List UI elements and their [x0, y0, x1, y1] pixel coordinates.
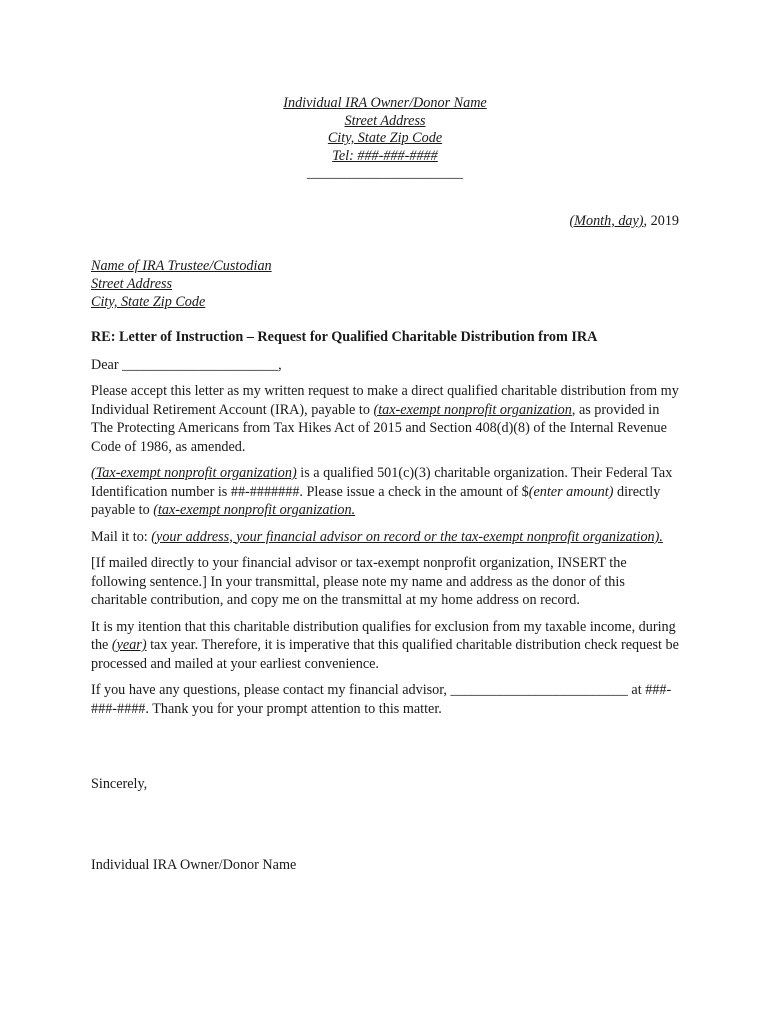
org-placeholder: (tax-exempt nonprofit organization. — [153, 502, 356, 518]
header-rule: ______________________ — [306, 165, 464, 181]
subject-line: RE: Letter of Instruction – Request for Qualified Charitable Distribution from IRA — [91, 329, 598, 345]
paragraph-text: It is my itention that this charitable distribution qualifies for exclusion from my taxable income, during the — [91, 618, 676, 653]
sender-name: Individual IRA Owner/Donor Name — [283, 95, 487, 111]
signature-name: Individual IRA Owner/Donor Name — [91, 857, 297, 873]
paragraph-contact: If you have any questions, please contact my financial advisor, _________________________ at ###-###-####. Thank you for your prompt attention to this matter. — [91, 682, 672, 717]
letter-body — [91, 328, 681, 726]
paragraph-text: Please accept this letter as my written request to make a direct qualified charitable distribution from my Individual Retirement Account (IRA), payable to — [91, 383, 679, 418]
mail-placeholder: (your address, your financial advisor on record or the tax-exempt nonprofit organization). — [151, 528, 663, 545]
paragraph-text: is a qualified 501(c)(3) charitable organization. Their Federal Tax Identification number is ##-#######. Please issue a check in the amount of $ — [91, 465, 673, 500]
recipient-street: Street Address — [91, 276, 173, 292]
org-placeholder: (Tax-exempt nonprofit organization) — [91, 465, 297, 481]
paragraph-text: directly payable to — [91, 483, 661, 518]
paragraph-text: Mail it to: — [91, 528, 152, 545]
paragraph-text: tax year. Therefore, it is imperative that this qualified charitable distribution check request be processed and mailed at your earliest convenience. — [91, 637, 679, 672]
recipient-city: City, State Zip Code — [91, 294, 206, 310]
sender-street: Street Address — [344, 112, 426, 129]
letter-date — [569, 212, 679, 231]
sender-tel: Tel: ###-###-#### — [332, 147, 438, 164]
salutation: Dear ______________________, — [91, 356, 282, 373]
date-year: , 2019 — [643, 213, 679, 229]
sender-city: City, State Zip Code — [327, 130, 443, 146]
closing: Sincerely, — [91, 776, 148, 792]
paragraph-text: , as provided in The Protecting Americans from Tax Hikes Act of 2015 and Section 408(d)(8) of the Internal Revenue Code of 1986, as amended. — [91, 401, 667, 455]
org-placeholder: (tax-exempt nonprofit organization — [373, 401, 572, 418]
paragraph-request — [91, 382, 681, 456]
recipient-address — [91, 257, 272, 311]
paragraph-transmittal: [If mailed directly to your financial advisor or tax-exempt nonprofit organization, INSERT the following sentence.] In your transmittal, please note my name and address as the donor of this charitable contribution, and copy me on the transmittal at my home address on record. — [91, 555, 627, 608]
paragraph-mail — [91, 528, 681, 547]
year-placeholder: (year) — [111, 637, 147, 653]
paragraph-organization — [91, 464, 681, 520]
recipient-name: Name of IRA Trustee/Custodian — [91, 258, 272, 274]
sender-header — [0, 95, 770, 183]
paragraph-intention — [91, 618, 681, 674]
date-placeholder: (Month, day) — [569, 213, 644, 229]
amount-placeholder: (enter amount) — [528, 483, 614, 500]
